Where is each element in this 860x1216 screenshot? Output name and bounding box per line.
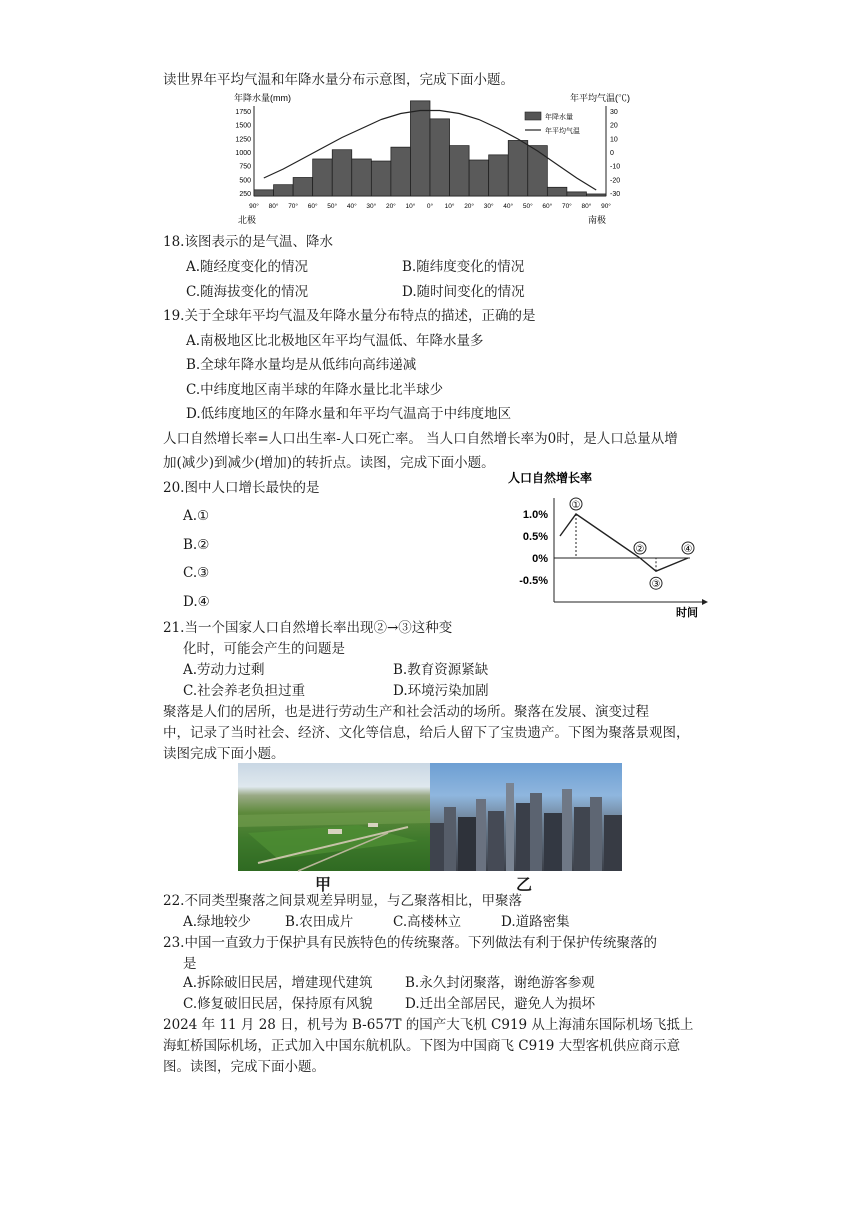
precipitation-bar — [313, 159, 333, 196]
chart2-x-arrow — [702, 599, 708, 605]
intro-c919-line3: 图。读图，完成下面小题。 — [163, 1059, 325, 1075]
left-tick-label: 1750 — [235, 109, 251, 116]
q18-option-c[interactable]: C.随海拔变化的情况 — [186, 284, 309, 300]
x-tick-label: 10° — [444, 203, 455, 210]
precipitation-bar — [450, 146, 470, 196]
intro-settlement-line1: 聚落是人们的居所，也是进行劳动生产和社会活动的场所。聚落在发展、演变过程 — [163, 704, 649, 720]
x-tick-label: 40° — [346, 203, 357, 210]
q21-stem-line1: 21.当一个国家人口自然增长率出现②→③这种变 — [163, 620, 453, 636]
precipitation-bar — [567, 192, 587, 196]
precipitation-bar — [430, 119, 450, 196]
left-tick-label: 1000 — [235, 150, 251, 157]
chart2-point-label: ① — [571, 500, 581, 511]
rural-settlement-image — [238, 763, 430, 871]
q20-stem: 20.图中人口增长最快的是 — [163, 480, 320, 496]
intro-population-line1: 人口自然增长率=人口出生率-人口死亡率。 当人口自然增长率为0时，是人口总量从增 — [163, 431, 678, 447]
q23-stem-line2: 是 — [183, 956, 197, 972]
precipitation-bar — [410, 101, 430, 196]
q23-stem-line1: 23.中国一直致力于保护具有民族特色的传统聚落。下列做法有利于保护传统聚落的 — [163, 935, 657, 951]
q21-stem-line2: 化时，可能会产生的问题是 — [183, 641, 345, 657]
legend-bar-label: 年降水量 — [545, 114, 573, 121]
x-tick-label: 80° — [268, 203, 279, 210]
right-tick-label: 20 — [610, 122, 618, 130]
right-tick-label: -10 — [610, 163, 621, 171]
x-tick-label: 60° — [307, 203, 318, 210]
q21-option-c[interactable]: C.社会养老负担过重 — [183, 683, 306, 699]
left-axis-ticks — [235, 109, 251, 198]
right-tick-label: -20 — [610, 177, 621, 185]
intro-c919-line2: 海虹桥国际机场，正式加入中国东航机队。下图为中国商飞 C919 大型客机供应商示意 — [163, 1038, 681, 1054]
right-tick-label: -30 — [610, 191, 621, 198]
chart2-y-ticks — [519, 509, 548, 587]
x-tick-label: 30° — [483, 203, 494, 210]
x-tick-label: 20° — [385, 203, 396, 210]
q19-option-d[interactable]: D.低纬度地区的年降水量和年平均气温高于中纬度地区 — [186, 406, 512, 422]
precipitation-bar — [489, 155, 509, 196]
q18-stem: 18.该图表示的是气温、降水 — [163, 234, 333, 250]
chart2-y-tick-label: 0% — [532, 553, 548, 565]
q20-option-c[interactable]: C.③ — [183, 565, 210, 581]
right-tick-label: 30 — [610, 109, 618, 116]
x-tick-label: 90° — [249, 203, 259, 210]
x-tick-label: 70° — [561, 203, 572, 210]
left-tick-label: 500 — [239, 177, 251, 185]
growth-rate-chart — [504, 470, 710, 618]
q19-stem: 19.关于全球年平均气温及年降水量分布特点的描述，正确的是 — [163, 308, 536, 324]
x-tick-label: 50° — [327, 203, 338, 210]
x-right-label: 南极 — [588, 215, 607, 225]
q20-option-d[interactable]: D.④ — [183, 594, 210, 610]
x-tick-label: 90° — [601, 203, 611, 210]
settlement-photo — [238, 763, 622, 871]
left-tick-label: 1500 — [235, 122, 251, 130]
q22-option-b[interactable]: B.农田成片 — [285, 914, 354, 930]
precipitation-bar — [586, 194, 606, 196]
precipitation-bar — [528, 146, 548, 196]
q23-option-d[interactable]: D.迁出全部居民，避免人为损坏 — [405, 996, 596, 1012]
q23-option-b[interactable]: B.永久封闭聚落，谢绝游客参观 — [405, 975, 595, 991]
chart2-point-label: ③ — [651, 579, 661, 591]
left-axis-title: 年降水量(mm) — [234, 93, 291, 103]
left-tick-label: 750 — [239, 163, 251, 171]
x-tick-label: 30° — [366, 203, 377, 210]
intro-population-line2: 加(减少)到减少(增加)的转折点。读图，完成下面小题。 — [163, 455, 495, 471]
urban-settlement-image — [430, 763, 622, 871]
q18-option-a[interactable]: A.随经度变化的情况 — [186, 259, 309, 275]
precipitation-bar — [391, 147, 411, 196]
chart2-point-label: ② — [635, 544, 645, 555]
x-tick-label: 60° — [542, 203, 553, 210]
q20-option-a[interactable]: A.① — [183, 508, 210, 524]
precipitation-bar — [274, 185, 294, 196]
q23-option-c[interactable]: C.修复破旧民居，保持原有风貌 — [183, 996, 373, 1012]
q23-option-a[interactable]: A.拆除破旧民居，增建现代建筑 — [183, 975, 373, 991]
q22-option-a[interactable]: A.绿地较少 — [183, 914, 252, 930]
right-tick-label: 10 — [610, 136, 618, 144]
right-axis-ticks — [610, 109, 620, 198]
precipitation-bar — [352, 159, 372, 196]
precipitation-bar — [293, 177, 313, 196]
intro-settlement-line3: 读图完成下面小题。 — [163, 746, 285, 762]
precipitation-bar — [371, 161, 391, 196]
precipitation-bar — [254, 190, 274, 196]
x-tick-label: 40° — [503, 203, 514, 210]
intro-climate: 读世界年平均气温和年降水量分布示意图，完成下面小题。 — [163, 72, 514, 88]
precipitation-bar — [332, 150, 352, 196]
q22-stem: 22.不同类型聚落之间景观差异明显，与乙聚落相比，甲聚落 — [163, 893, 522, 909]
q21-option-a[interactable]: A.劳动力过剩 — [183, 662, 265, 678]
left-tick-label: 250 — [239, 191, 251, 198]
x-tick-label: 0° — [426, 203, 434, 210]
legend-bar-swatch — [525, 112, 541, 120]
precipitation-bar — [469, 160, 489, 196]
chart2-growth-line — [560, 514, 688, 571]
x-tick-label: 10° — [405, 203, 416, 210]
q19-option-b[interactable]: B.全球年降水量均是从低纬向高纬递减 — [186, 357, 417, 373]
q19-option-c[interactable]: C.中纬度地区南半球的年降水量比北半球少 — [186, 382, 444, 398]
x-left-label: 北极 — [238, 215, 257, 225]
photo-label-yi: 乙 — [516, 875, 533, 894]
q18-option-b[interactable]: B.随纬度变化的情况 — [402, 259, 525, 275]
x-tick-label: 50° — [522, 203, 533, 210]
chart2-xlabel: 时间 — [676, 607, 698, 619]
chart2-point-label: ④ — [683, 544, 693, 555]
chart2-points — [570, 498, 694, 590]
q21-option-b[interactable]: B.教育资源紧缺 — [393, 662, 489, 678]
x-tick-label: 80° — [581, 203, 592, 210]
x-tick-label: 70° — [288, 203, 299, 210]
x-axis-ticks — [249, 202, 611, 210]
chart2-title: 人口自然增长率 — [508, 471, 593, 485]
precipitation-bar — [508, 140, 528, 196]
q19-option-a[interactable]: A.南极地区比北极地区年平均气温低、年降水量多 — [186, 333, 484, 349]
q21-option-d[interactable]: D.环境污染加剧 — [393, 683, 489, 699]
q18-option-d[interactable]: D.随时间变化的情况 — [402, 284, 525, 300]
photo-label-jia: 甲 — [315, 875, 332, 894]
chart2-y-tick-label: 0.5% — [522, 531, 548, 543]
chart2-y-tick-label: -0.5% — [519, 575, 548, 587]
right-axis-title: 年平均气温(℃) — [570, 93, 630, 103]
right-tick-label: 0 — [610, 150, 614, 157]
q20-option-b[interactable]: B.② — [183, 537, 210, 553]
climate-latitude-chart — [232, 92, 630, 230]
precipitation-bar — [547, 187, 567, 196]
q22-option-c[interactable]: C.高楼林立 — [393, 914, 462, 930]
x-tick-label: 20° — [464, 203, 475, 210]
legend-line-label: 年平均气温 — [545, 128, 580, 135]
left-tick-label: 1250 — [235, 136, 251, 144]
q22-option-d[interactable]: D.道路密集 — [501, 914, 570, 930]
intro-settlement-line2: 中，记录了当时社会、经济、文化等信息，给后人留下了宝贵遗产。下图为聚落景观图， — [163, 725, 690, 741]
intro-c919-line1: 2024 年 11 月 28 日，机号为 B-657T 的国产大飞机 C919 从上海浦东国际机场飞抵上 — [163, 1017, 694, 1033]
chart2-y-tick-label: 1.0% — [522, 509, 548, 521]
